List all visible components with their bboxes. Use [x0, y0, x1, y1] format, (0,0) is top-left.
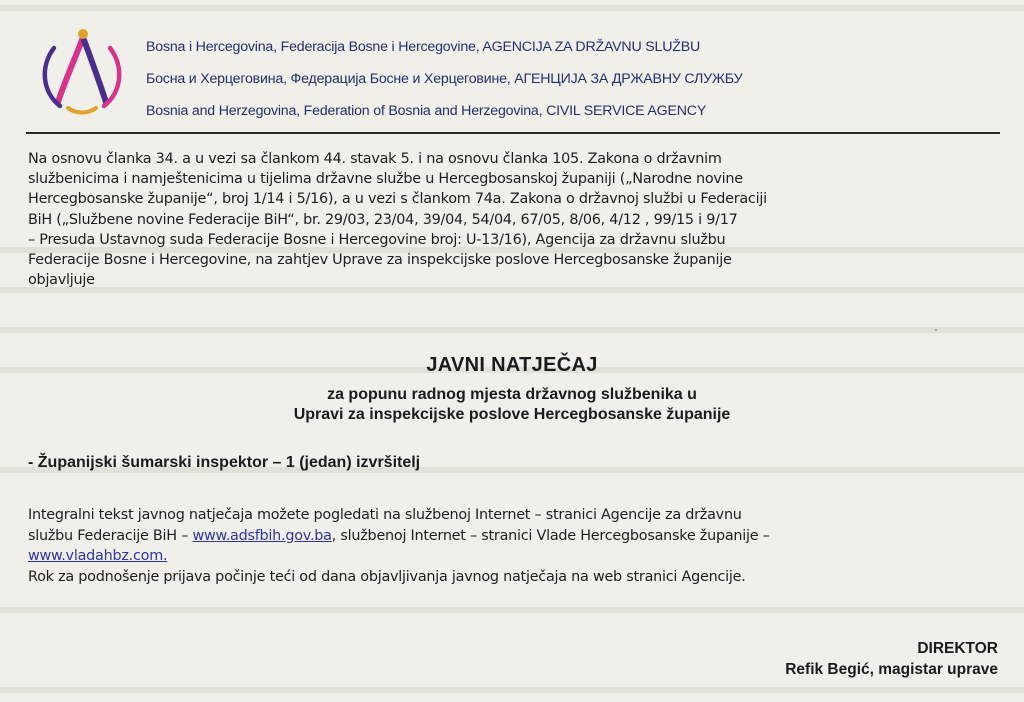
agency-logo-icon — [36, 26, 128, 118]
job-position: - Županijski šumarski inspektor – 1 (jedan) izvršitelj — [28, 454, 421, 471]
signature-role: DIREKTOR — [917, 640, 998, 657]
details-paragraph — [28, 505, 998, 587]
notice-title: JAVNI NATJEČAJ — [426, 354, 598, 376]
deadline-text: Rok za podnošenje prijava počinje teći od dana objavljivanja javnog natječaja na web stranici Agencije. — [28, 568, 746, 585]
government-website-link[interactable]: www.vladahbz.com. — [28, 548, 168, 564]
intro-paragraph — [28, 149, 988, 290]
intro-line: objavljuje — [28, 272, 95, 289]
details-line-1: Integralni tekst javnog natječaja možete pogledati na službenoj Internet – stranici Agencije za državnu — [28, 507, 742, 523]
details-line-3 — [28, 546, 998, 567]
agency-name-english: Bosnia and Herzegovina, Federation of Bosnia and Herzegovina, CIVIL SERVICE AGENCY — [146, 103, 707, 119]
agency-name-bosnian: Bosna i Hercegovina, Federacija Bosne i Hercegovine, AGENCIJA ZA DRŽAVNU SLUŽBU — [146, 39, 701, 55]
intro-line: BiH („Službene novine Federacije BiH“, br. 29/03, 23/04, 39/04, 54/04, 67/05, 8/06, 4/12 , 99/15 i 9/17 — [28, 211, 738, 228]
agency-name-cyrillic: Босна и Херцеговина, Федерација Босне и Херцеговине, АГЕНЦИЈА ЗА ДРЖАВНУ СЛУЖБУ — [146, 71, 743, 87]
details-line-2-prefix: službu Federacije BiH – — [28, 527, 193, 544]
details-line-2 — [28, 526, 998, 547]
header-divider — [26, 132, 1000, 134]
intro-line: Na osnovu članka 34. a u vezi sa člankom 44. stavak 5. i na osnovu članka 105. Zakona o državnim — [28, 151, 722, 167]
intro-line: Federacije Bosne i Hercegovine, na zahtjev Uprave za inspekcijske poslove Hercegbosanske županije — [28, 252, 732, 269]
details-line-2-suffix: , službenoj Internet – stranici Vlade Hercegbosanske županije – — [331, 527, 770, 544]
notice-subtitle-2: Upravi za inspekcijske poslove Hercegbosanske županije — [293, 406, 731, 423]
intro-line: – Presuda Ustavnog suda Federacije Bosne i Hercegovine broj: U-13/16), Agencija za državnu službu — [28, 231, 726, 248]
signature-name: Refik Begić, magistar uprave — [785, 661, 998, 678]
notice-subtitle-1: za popunu radnog mjesta državnog službenika u — [327, 386, 697, 403]
agency-website-link[interactable]: www.adsfbih.gov.ba — [192, 527, 332, 544]
intro-line: službenicima i namještenicima u tijelima državne službe u Hercegbosanskoj županiji („Narodne novine — [28, 171, 743, 188]
intro-line: Hercegbosanske županije“, broj 1/14 i 5/16), a u vezi s člankom 74a. Zakona o državnoj službi u Federaciji — [28, 191, 767, 208]
stray-mark: · — [934, 322, 938, 336]
